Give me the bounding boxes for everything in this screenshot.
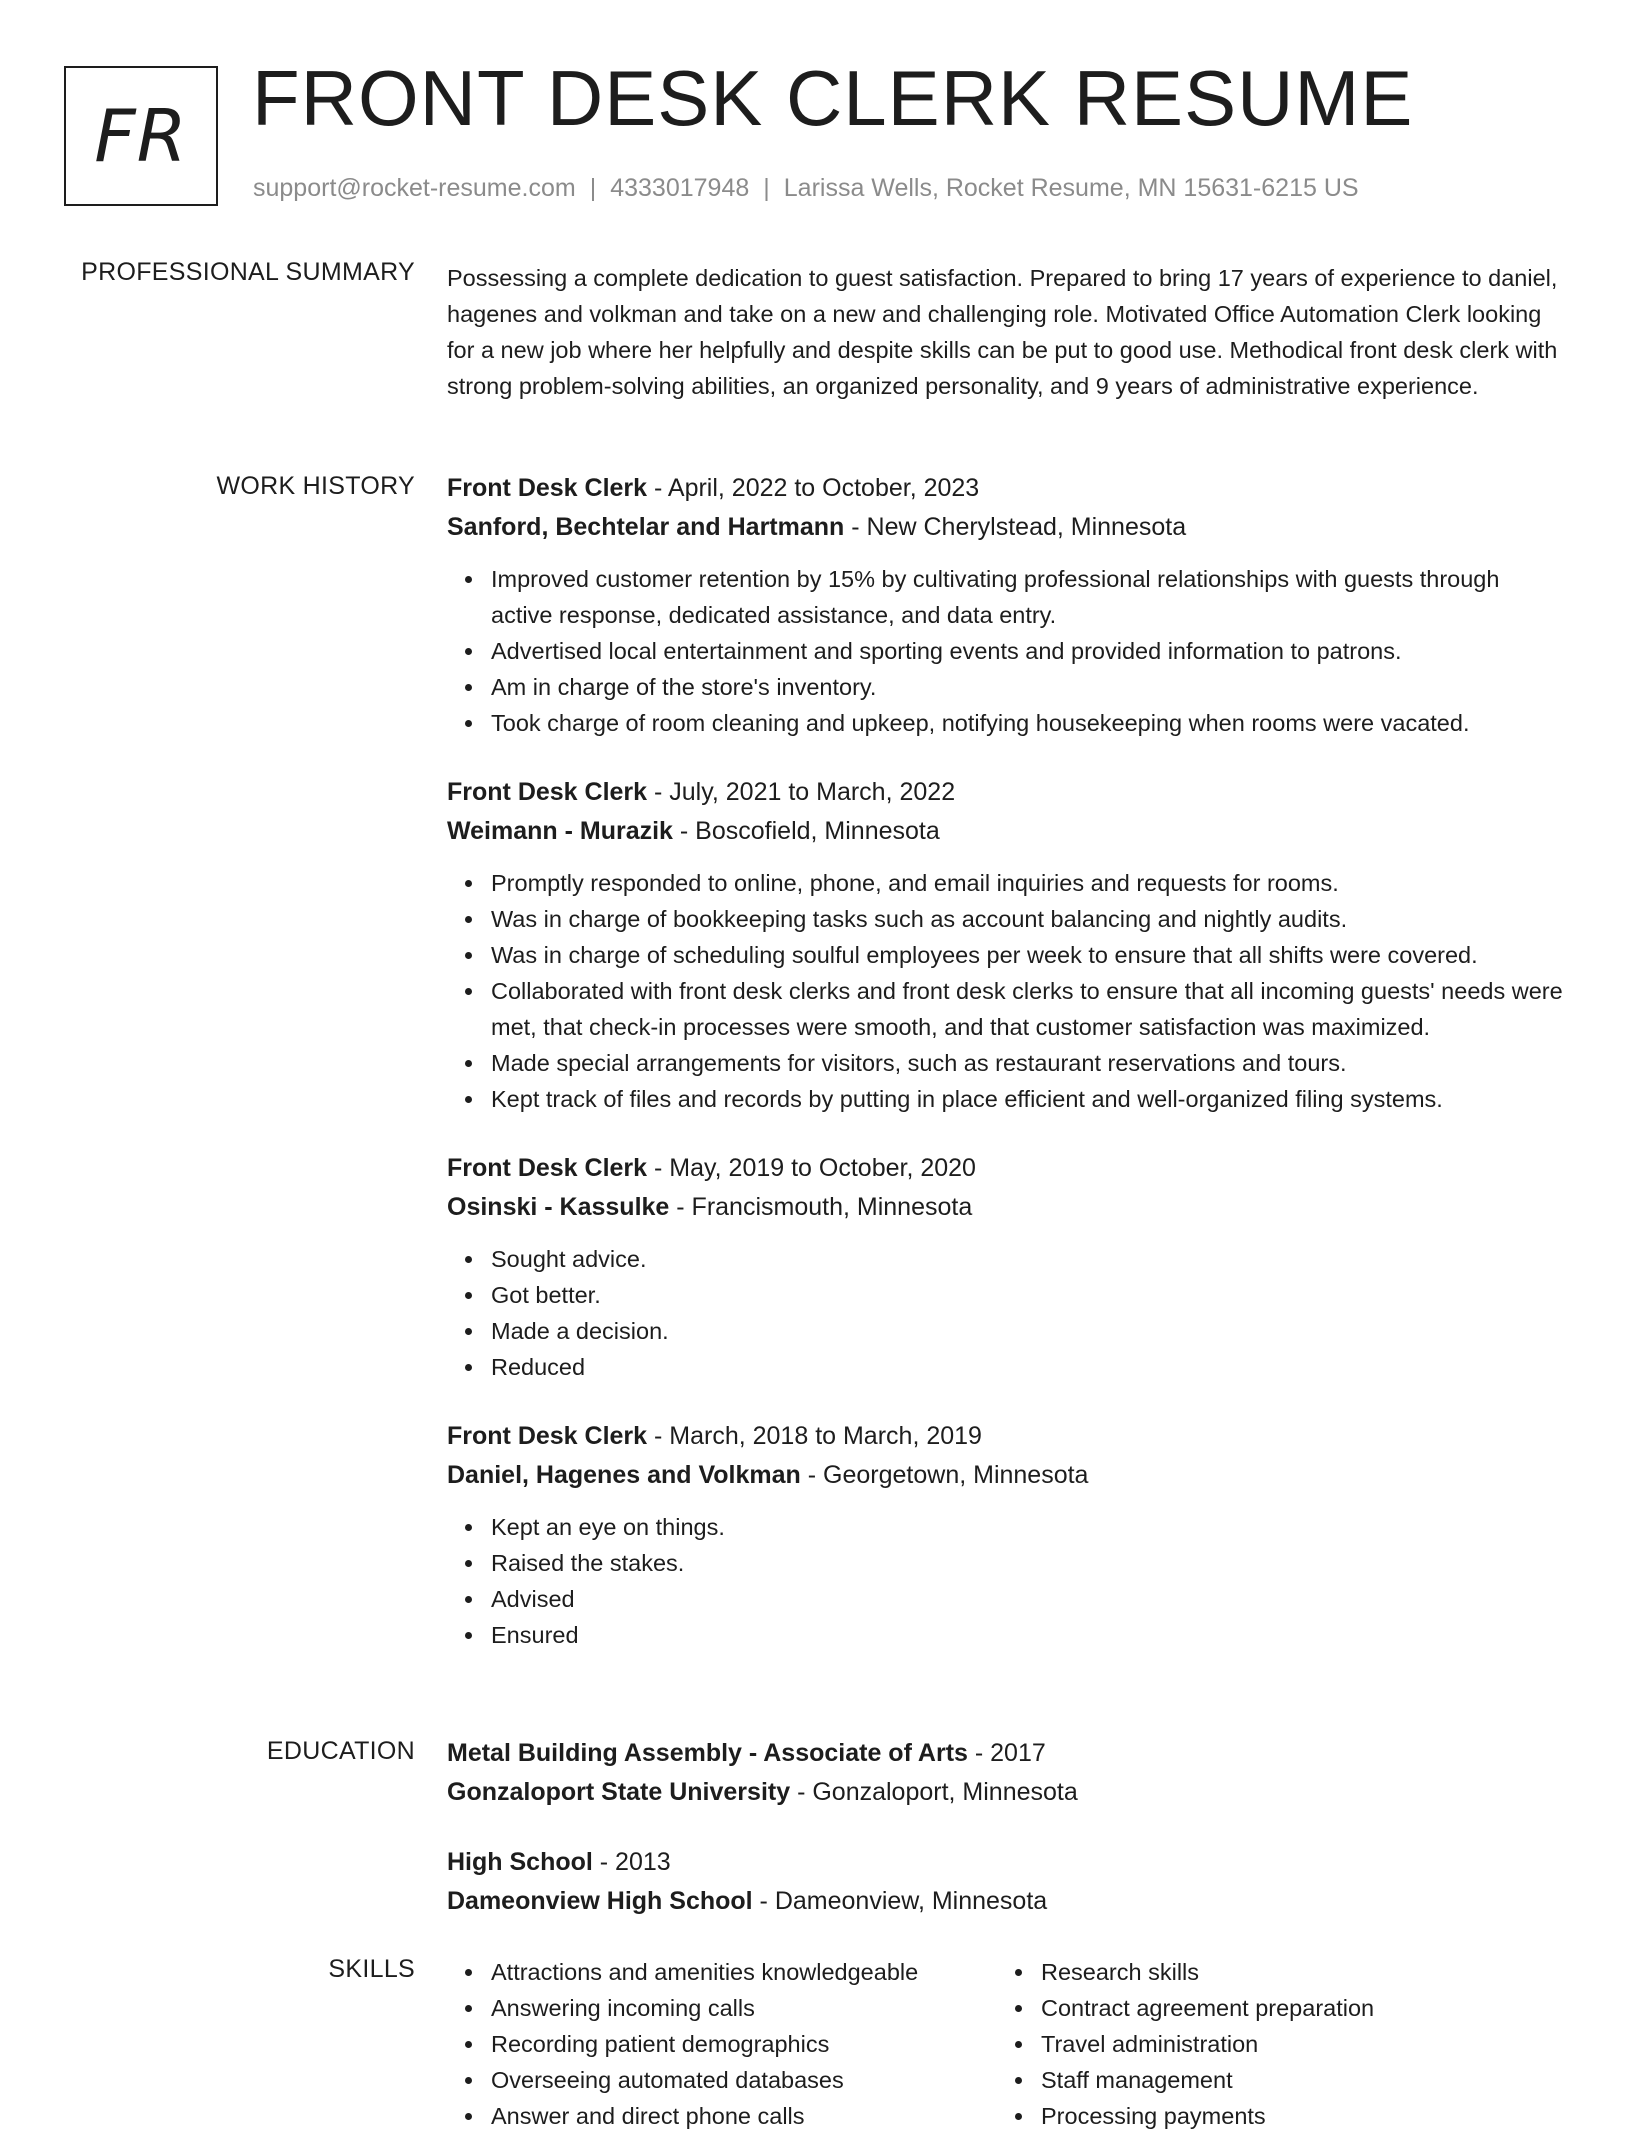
job-dates: - April, 2022 to October, 2023 <box>647 474 980 502</box>
monogram-logo: FR <box>64 66 218 206</box>
bullet-item: Reduced <box>491 1349 1567 1385</box>
section-heading-education: EDUCATION <box>266 1737 415 1765</box>
job-bullets <box>447 1241 1567 1385</box>
bullet-item: Promptly responded to online, phone, and email inquiries and requests for rooms. <box>491 865 1567 901</box>
job-company: Daniel, Hagenes and Volkman <box>447 1461 801 1489</box>
job-company-line <box>447 812 1567 851</box>
job-entry <box>447 469 1567 741</box>
degree-line <box>447 1843 1567 1882</box>
job-dates: - March, 2018 to March, 2019 <box>647 1422 982 1450</box>
contact-line <box>253 174 1359 203</box>
degree: High School <box>447 1848 593 1876</box>
job-location: - Boscofield, Minnesota <box>672 817 940 845</box>
job-dates: - July, 2021 to March, 2022 <box>647 778 956 806</box>
bullet-item: Kept an eye on things. <box>491 1509 1567 1545</box>
skill-item: Processing payments <box>1041 2098 1547 2134</box>
bullet-item: Advertised local entertainment and sporting events and provided information to patrons. <box>491 633 1567 669</box>
job-title: Front Desk Clerk <box>447 1422 648 1450</box>
bullet-item: Got better. <box>491 1277 1567 1313</box>
job-company-line <box>447 508 1567 547</box>
job-entry <box>447 1417 1567 1653</box>
job-company: Sanford, Bechtelar and Hartmann <box>447 513 845 541</box>
degree-year: - 2017 <box>967 1739 1046 1767</box>
job-location: - New Cherylstead, Minnesota <box>844 513 1187 541</box>
bullet-item: Raised the stakes. <box>491 1545 1567 1581</box>
section-heading-summary: PROFESSIONAL SUMMARY <box>81 258 415 286</box>
bullet-item: Kept track of files and records by putting in place efficient and well-organized filing systems. <box>491 1081 1567 1117</box>
resume-title: FRONT DESK CLERK RESUME <box>252 54 1414 142</box>
school-location: - Gonzaloport, Minnesota <box>790 1778 1078 1806</box>
job-entry <box>447 773 1567 1117</box>
job-title-line <box>447 1417 1567 1456</box>
section-heading-work-history: WORK HISTORY <box>216 472 415 500</box>
skills-list <box>447 1954 997 2134</box>
summary-text: Possessing a complete dedication to guest satisfaction. Prepared to bring 17 years of experience to daniel, hagenes and volkman and take on a new and challenging role. Motivated Office Automation Clerk looking for a new job where her helpfully and despite skills can be put to good use. Methodical front desk clerk with strong problem-solving abilities, an organized personality, and 9 years of administrative experience. <box>447 265 1558 399</box>
job-title: Front Desk Clerk <box>447 1154 648 1182</box>
job-company: Weimann - Murazik <box>447 817 673 845</box>
skill-item: Research skills <box>1041 1954 1547 1990</box>
job-title: Front Desk Clerk <box>447 474 648 502</box>
bullet-item: Made special arrangements for visitors, such as restaurant reservations and tours. <box>491 1045 1567 1081</box>
bullet-item: Improved customer retention by 15% by cultivating professional relationships with guests through active response, dedicated assistance, and data entry. <box>491 561 1567 633</box>
skills-column-left <box>447 1954 997 2134</box>
skills-list <box>997 1954 1547 2134</box>
job-location: - Francismouth, Minnesota <box>669 1193 973 1221</box>
job-bullets <box>447 561 1567 741</box>
school: Dameonview High School <box>447 1887 753 1915</box>
job-bullets <box>447 1509 1567 1653</box>
skill-item: Answer and direct phone calls <box>491 2098 997 2134</box>
bullet-item: Ensured <box>491 1617 1567 1653</box>
bullet-item: Took charge of room cleaning and upkeep, notifying housekeeping when rooms were vacated. <box>491 705 1567 741</box>
school-location: - Dameonview, Minnesota <box>752 1887 1048 1915</box>
bullet-item: Was in charge of scheduling soulful employees per week to ensure that all shifts were covered. <box>491 937 1567 973</box>
bullet-item: Sought advice. <box>491 1241 1567 1277</box>
education-entry <box>447 1734 1567 1812</box>
degree-year: - 2013 <box>592 1848 671 1876</box>
contact-separator: | <box>763 174 770 202</box>
education-entry <box>447 1843 1567 1921</box>
contact-address: Larissa Wells, Rocket Resume, MN 15631-6215 US <box>783 174 1359 202</box>
skill-item: Contract agreement preparation <box>1041 1990 1547 2026</box>
section-heading-skills: SKILLS <box>328 1955 415 1983</box>
bullet-item: Am in charge of the store's inventory. <box>491 669 1567 705</box>
skill-item: Answering incoming calls <box>491 1990 997 2026</box>
job-company: Osinski - Kassulke <box>447 1193 670 1221</box>
job-title: Front Desk Clerk <box>447 778 648 806</box>
skill-item: Overseeing automated databases <box>491 2062 997 2098</box>
job-company-line <box>447 1188 1567 1227</box>
school: Gonzaloport State University <box>447 1778 791 1806</box>
contact-separator: | <box>589 174 597 202</box>
job-dates: - May, 2019 to October, 2020 <box>647 1154 976 1182</box>
job-company-line <box>447 1456 1567 1495</box>
job-title-line <box>447 469 1567 508</box>
school-line <box>447 1773 1567 1812</box>
skill-item: Recording patient demographics <box>491 2026 997 2062</box>
bullet-item: Made a decision. <box>491 1313 1567 1349</box>
school-line <box>447 1882 1567 1921</box>
contact-email[interactable]: support@rocket-resume.com <box>253 174 576 202</box>
skill-item: Travel administration <box>1041 2026 1547 2062</box>
contact-phone[interactable]: 4333017948 <box>610 174 750 202</box>
degree: Metal Building Assembly - Associate of Arts <box>447 1739 968 1767</box>
job-title-line <box>447 1149 1567 1188</box>
skills-column-right <box>997 1954 1547 2134</box>
job-location: - Georgetown, Minnesota <box>800 1461 1089 1489</box>
job-entry <box>447 1149 1567 1385</box>
bullet-item: Was in charge of bookkeeping tasks such as account balancing and nightly audits. <box>491 901 1567 937</box>
bullet-item: Collaborated with front desk clerks and front desk clerks to ensure that all incoming guests' needs were met, that check-in processes were smooth, and that customer satisfaction was maximized. <box>491 973 1567 1045</box>
degree-line <box>447 1734 1567 1773</box>
job-title-line <box>447 773 1567 812</box>
job-bullets <box>447 865 1567 1117</box>
bullet-item: Advised <box>491 1581 1567 1617</box>
skill-item: Attractions and amenities knowledgeable <box>491 1954 997 1990</box>
skills-grid <box>447 1954 1567 2134</box>
skill-item: Staff management <box>1041 2062 1547 2098</box>
